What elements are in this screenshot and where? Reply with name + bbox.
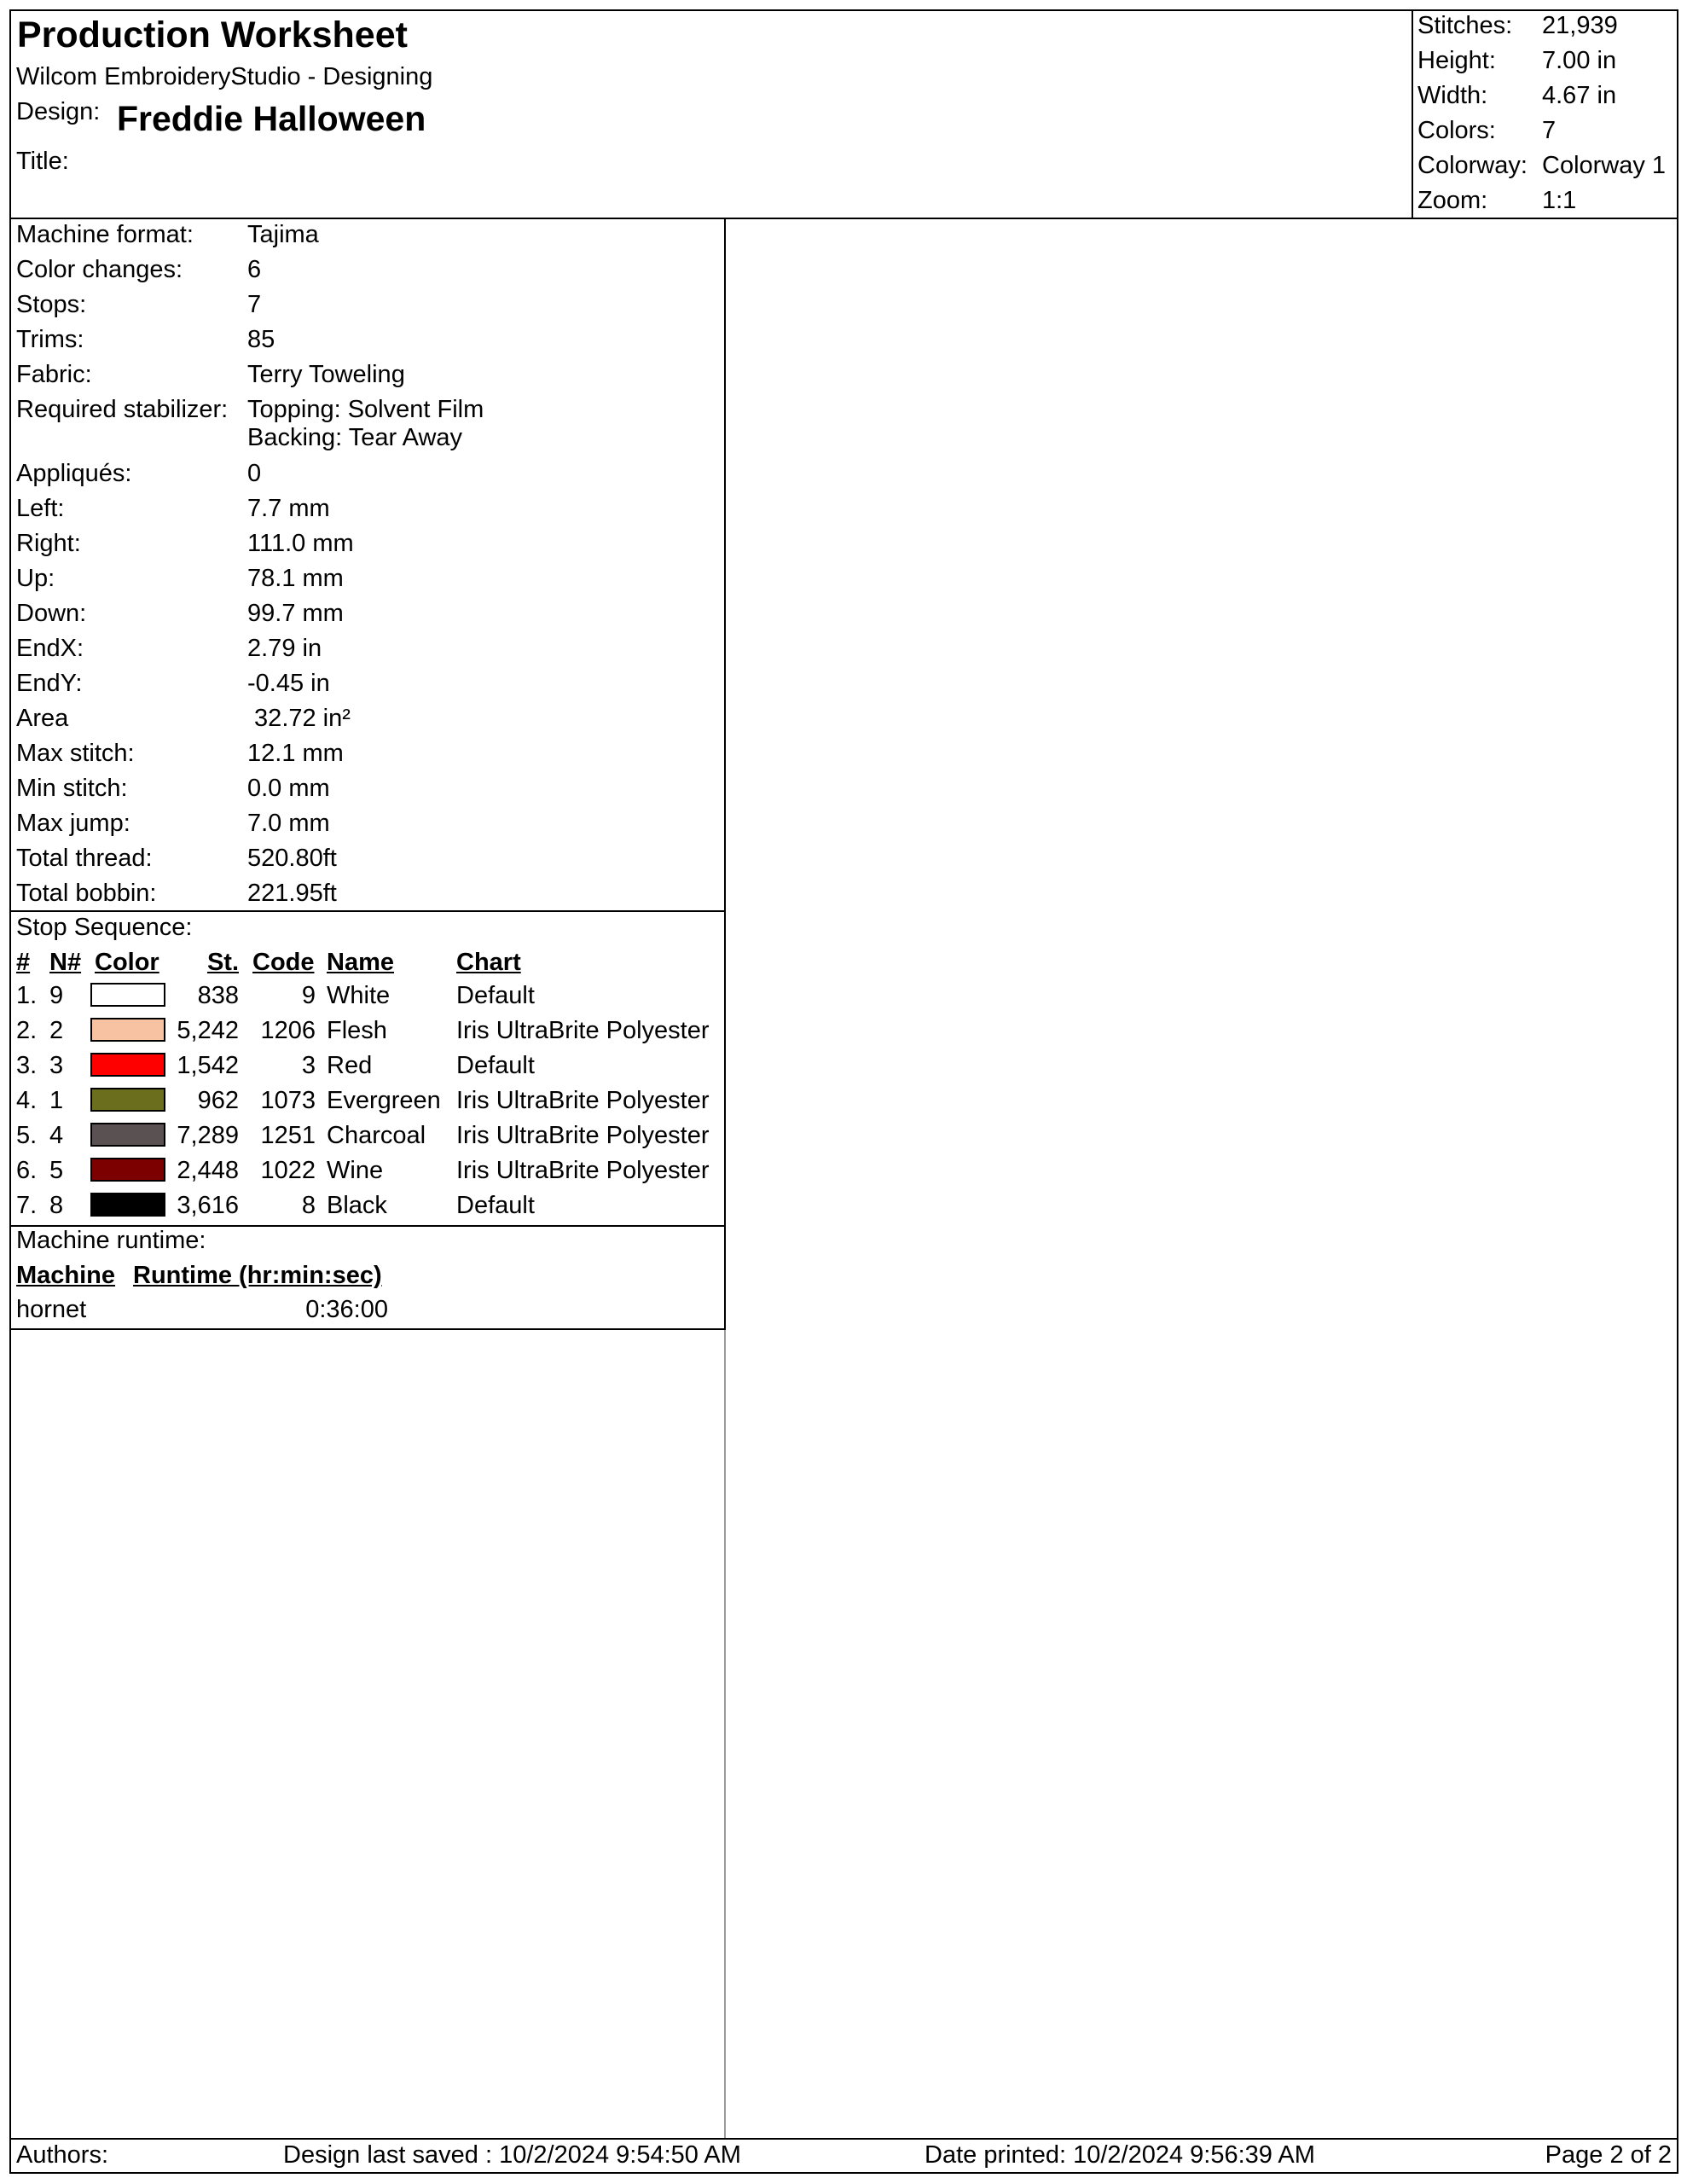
detail-value: 7.7 mm (247, 495, 330, 522)
row-number: 5. (16, 1122, 38, 1149)
height-label: Height: (1417, 47, 1496, 74)
row-chart: Default (456, 1192, 535, 1219)
row-needle: 5 (49, 1157, 64, 1184)
col-needle: N# (49, 949, 82, 976)
col-number: # (16, 949, 31, 976)
stitches-value: 21,939 (1542, 12, 1618, 39)
col-color: Color (95, 949, 159, 976)
design-area-divider (724, 1329, 726, 2139)
runtime-heading: Machine runtime: (16, 1227, 206, 1254)
detail-label: Fabric: (16, 361, 92, 388)
row-stitches: 1,542 (177, 1052, 239, 1079)
detail-value: Topping: Solvent Film (247, 396, 484, 423)
row-stitches: 7,289 (177, 1122, 239, 1149)
row-needle: 8 (49, 1192, 64, 1219)
stop-sequence-heading: Stop Sequence: (16, 914, 193, 941)
summary-divider (1412, 9, 1413, 218)
row-chart: Default (456, 1052, 535, 1079)
colors-value: 7 (1542, 117, 1557, 144)
row-stitches: 5,242 (177, 1017, 239, 1044)
machine-name: hornet (16, 1296, 87, 1323)
row-number: 6. (16, 1157, 38, 1184)
detail-value: 520.80ft (247, 845, 337, 872)
row-stitches: 962 (197, 1087, 239, 1114)
row-number: 4. (16, 1087, 38, 1114)
detail-label: Max jump: (16, 810, 130, 837)
detail-value-secondary: Backing: Tear Away (247, 424, 463, 451)
row-name: Evergreen (327, 1087, 441, 1114)
row-code: 3 (301, 1052, 316, 1079)
detail-label: Left: (16, 495, 65, 522)
footer-printed: Date printed: 10/2/2024 9:56:39 AM (925, 2141, 1315, 2169)
row-stitches: 838 (197, 982, 239, 1009)
col-code: Code (252, 949, 315, 976)
detail-label: Total bobbin: (16, 880, 157, 907)
title-label: Title: (16, 148, 69, 175)
detail-value: 7.0 mm (247, 810, 330, 837)
header-divider (9, 218, 1678, 219)
detail-label: EndY: (16, 670, 83, 697)
detail-label: Color changes: (16, 256, 183, 283)
software-name: Wilcom EmbroideryStudio - Designing (16, 63, 433, 90)
row-chart: Iris UltraBrite Polyester (456, 1122, 710, 1149)
row-code: 1022 (260, 1157, 316, 1184)
detail-label: Required stabilizer: (16, 396, 229, 423)
detail-value: 78.1 mm (247, 565, 344, 592)
detail-value: 0.0 mm (247, 775, 330, 802)
col-chart: Chart (456, 949, 521, 976)
design-label: Design: (16, 98, 101, 125)
detail-value: 111.0 mm (247, 530, 354, 557)
row-stitches: 3,616 (177, 1192, 239, 1219)
col-machine: Machine (16, 1262, 116, 1289)
row-code: 8 (301, 1192, 316, 1219)
colors-label: Colors: (1417, 117, 1496, 144)
left-column-divider (724, 218, 726, 1329)
detail-label: Right: (16, 530, 81, 557)
colorway-value: Colorway 1 (1542, 152, 1667, 179)
row-code: 9 (301, 982, 316, 1009)
row-name: Red (327, 1052, 373, 1079)
detail-label: Up: (16, 565, 55, 592)
row-needle: 3 (49, 1052, 64, 1079)
runtime-divider (9, 1328, 726, 1330)
row-number: 2. (16, 1017, 38, 1044)
col-runtime: Runtime (hr:min:sec) (133, 1262, 382, 1289)
row-needle: 2 (49, 1017, 64, 1044)
footer-saved: Design last saved : 10/2/2024 9:54:50 AM (283, 2141, 741, 2169)
detail-value: 12.1 mm (247, 740, 344, 767)
detail-value: 7 (247, 291, 262, 318)
detail-label: Total thread: (16, 845, 153, 872)
row-stitches: 2,448 (177, 1157, 239, 1184)
zoom-value: 1:1 (1542, 187, 1577, 214)
detail-value: 99.7 mm (247, 600, 344, 627)
footer-authors: Authors: (16, 2141, 108, 2169)
row-needle: 9 (49, 982, 64, 1009)
row-name: Wine (327, 1157, 384, 1184)
detail-label: Appliqués: (16, 460, 132, 487)
detail-label: Min stitch: (16, 775, 128, 802)
detail-label: Max stitch: (16, 740, 135, 767)
col-stitches: St. (206, 949, 239, 976)
detail-label: Machine format: (16, 221, 194, 248)
detail-value: 2.79 in (247, 635, 322, 662)
detail-value: -0.45 in (247, 670, 330, 697)
row-code: 1251 (260, 1122, 316, 1149)
detail-label: EndX: (16, 635, 84, 662)
footer-page: Page 2 of 2 (1545, 2141, 1672, 2169)
detail-label: Down: (16, 600, 87, 627)
design-name: Freddie Halloween (117, 99, 426, 138)
row-code: 1073 (260, 1087, 316, 1114)
row-name: Flesh (327, 1017, 387, 1044)
row-chart: Default (456, 982, 535, 1009)
row-number: 1. (16, 982, 38, 1009)
colorway-label: Colorway: (1417, 152, 1528, 179)
row-chart: Iris UltraBrite Polyester (456, 1087, 710, 1114)
detail-value: 221.95ft (247, 880, 337, 907)
detail-value: 6 (247, 256, 262, 283)
width-value: 4.67 in (1542, 82, 1617, 109)
height-value: 7.00 in (1542, 47, 1617, 74)
runtime-value: 0:36:00 (305, 1296, 388, 1323)
detail-label: Area (16, 705, 69, 732)
row-number: 7. (16, 1192, 38, 1219)
detail-value: Tajima (247, 221, 319, 248)
row-name: Black (327, 1192, 387, 1219)
row-needle: 4 (49, 1122, 64, 1149)
row-code: 1206 (260, 1017, 316, 1044)
detail-label: Stops: (16, 291, 87, 318)
detail-value: 32.72 in² (247, 705, 351, 732)
detail-value: Terry Toweling (247, 361, 405, 388)
width-label: Width: (1417, 82, 1488, 109)
row-chart: Iris UltraBrite Polyester (456, 1157, 710, 1184)
row-name: White (327, 982, 391, 1009)
col-name: Name (327, 949, 394, 976)
footer-divider (9, 2138, 1678, 2140)
zoom-label: Zoom: (1417, 187, 1488, 214)
row-chart: Iris UltraBrite Polyester (456, 1017, 710, 1044)
detail-value: 85 (247, 326, 275, 353)
page-title: Production Worksheet (17, 15, 408, 55)
row-name: Charcoal (327, 1122, 426, 1149)
row-needle: 1 (49, 1087, 64, 1114)
stitches-label: Stitches: (1417, 12, 1513, 39)
detail-value: 0 (247, 460, 262, 487)
detail-label: Trims: (16, 326, 84, 353)
row-number: 3. (16, 1052, 38, 1079)
details-divider (9, 910, 726, 912)
